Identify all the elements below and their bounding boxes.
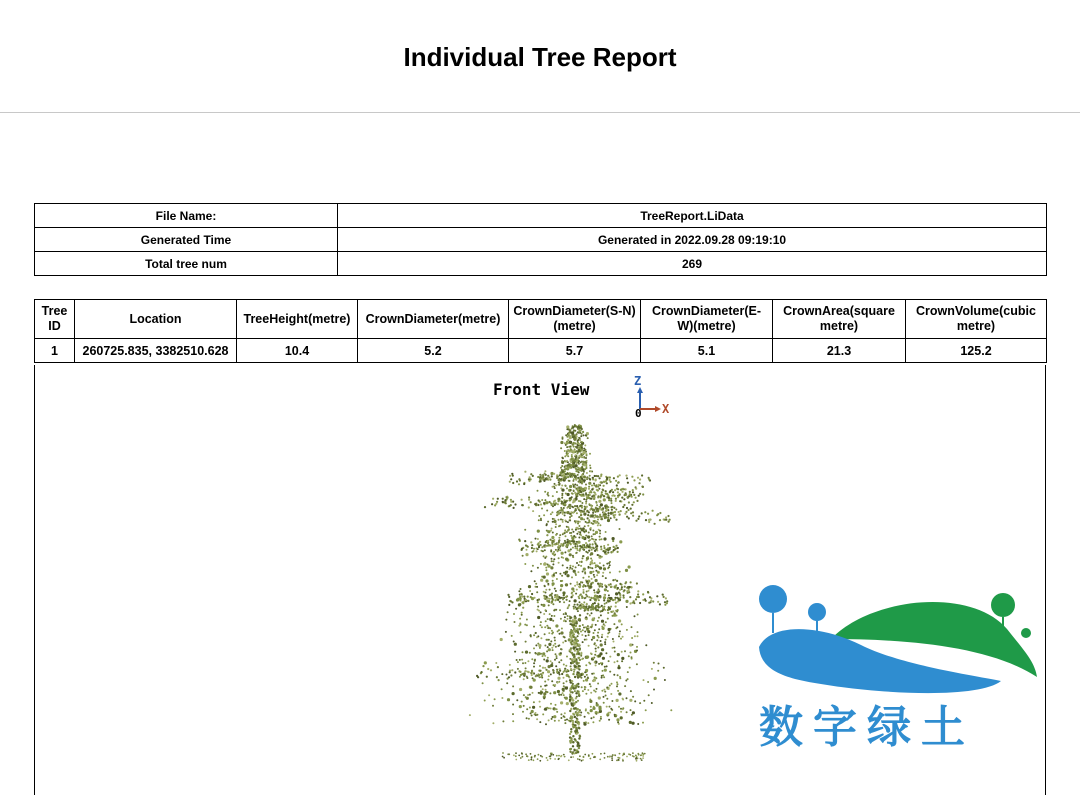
watermark-text: 数字绿土 xyxy=(759,702,975,753)
table-row xyxy=(35,339,1047,363)
axis-gizmo-icon xyxy=(631,371,679,419)
report-header xyxy=(0,0,1080,113)
info-value: Generated in 2022.09.28 09:19:10 xyxy=(338,228,1047,252)
view-title: Front View xyxy=(493,380,590,399)
info-value: 269 xyxy=(338,252,1047,276)
column-header: CrownDiameter(metre) xyxy=(358,300,509,339)
column-header: Location xyxy=(75,300,237,339)
column-header: CrownDiameter(E-W)(metre) xyxy=(641,300,773,339)
axis-origin-label: 0 xyxy=(635,407,642,419)
table-cell: 260725.835, 3382510.628 xyxy=(75,339,237,363)
info-row-file-name xyxy=(35,204,1047,228)
table-cell: 21.3 xyxy=(773,339,906,363)
column-header: CrownDiameter(S-N)(metre) xyxy=(509,300,641,339)
info-label: File Name: xyxy=(35,204,338,228)
file-info-table xyxy=(34,203,1047,276)
table-cell: 125.2 xyxy=(906,339,1047,363)
tree-attributes-table xyxy=(34,299,1047,363)
axis-x-label: X xyxy=(662,402,670,416)
table-cell: 10.4 xyxy=(237,339,358,363)
column-header: CrownVolume(cubic metre) xyxy=(906,300,1047,339)
report-title: Individual Tree Report xyxy=(403,42,677,72)
info-row-generated-time xyxy=(35,228,1047,252)
axis-z-label: Z xyxy=(634,374,642,388)
table-cell: 5.2 xyxy=(358,339,509,363)
table-cell: 1 xyxy=(35,339,75,363)
table-cell: 5.1 xyxy=(641,339,773,363)
column-header: TreeHeight(metre) xyxy=(237,300,358,339)
front-view-panel xyxy=(34,365,1046,795)
info-value: TreeReport.LiData xyxy=(338,204,1047,228)
table-header-row xyxy=(35,300,1047,339)
info-label: Generated Time xyxy=(35,228,338,252)
column-header: Tree ID xyxy=(35,300,75,339)
tree-point-cloud xyxy=(425,415,685,765)
info-row-total-tree-num xyxy=(35,252,1047,276)
column-header: CrownArea(square metre) xyxy=(773,300,906,339)
info-label: Total tree num xyxy=(35,252,338,276)
table-cell: 5.7 xyxy=(509,339,641,363)
